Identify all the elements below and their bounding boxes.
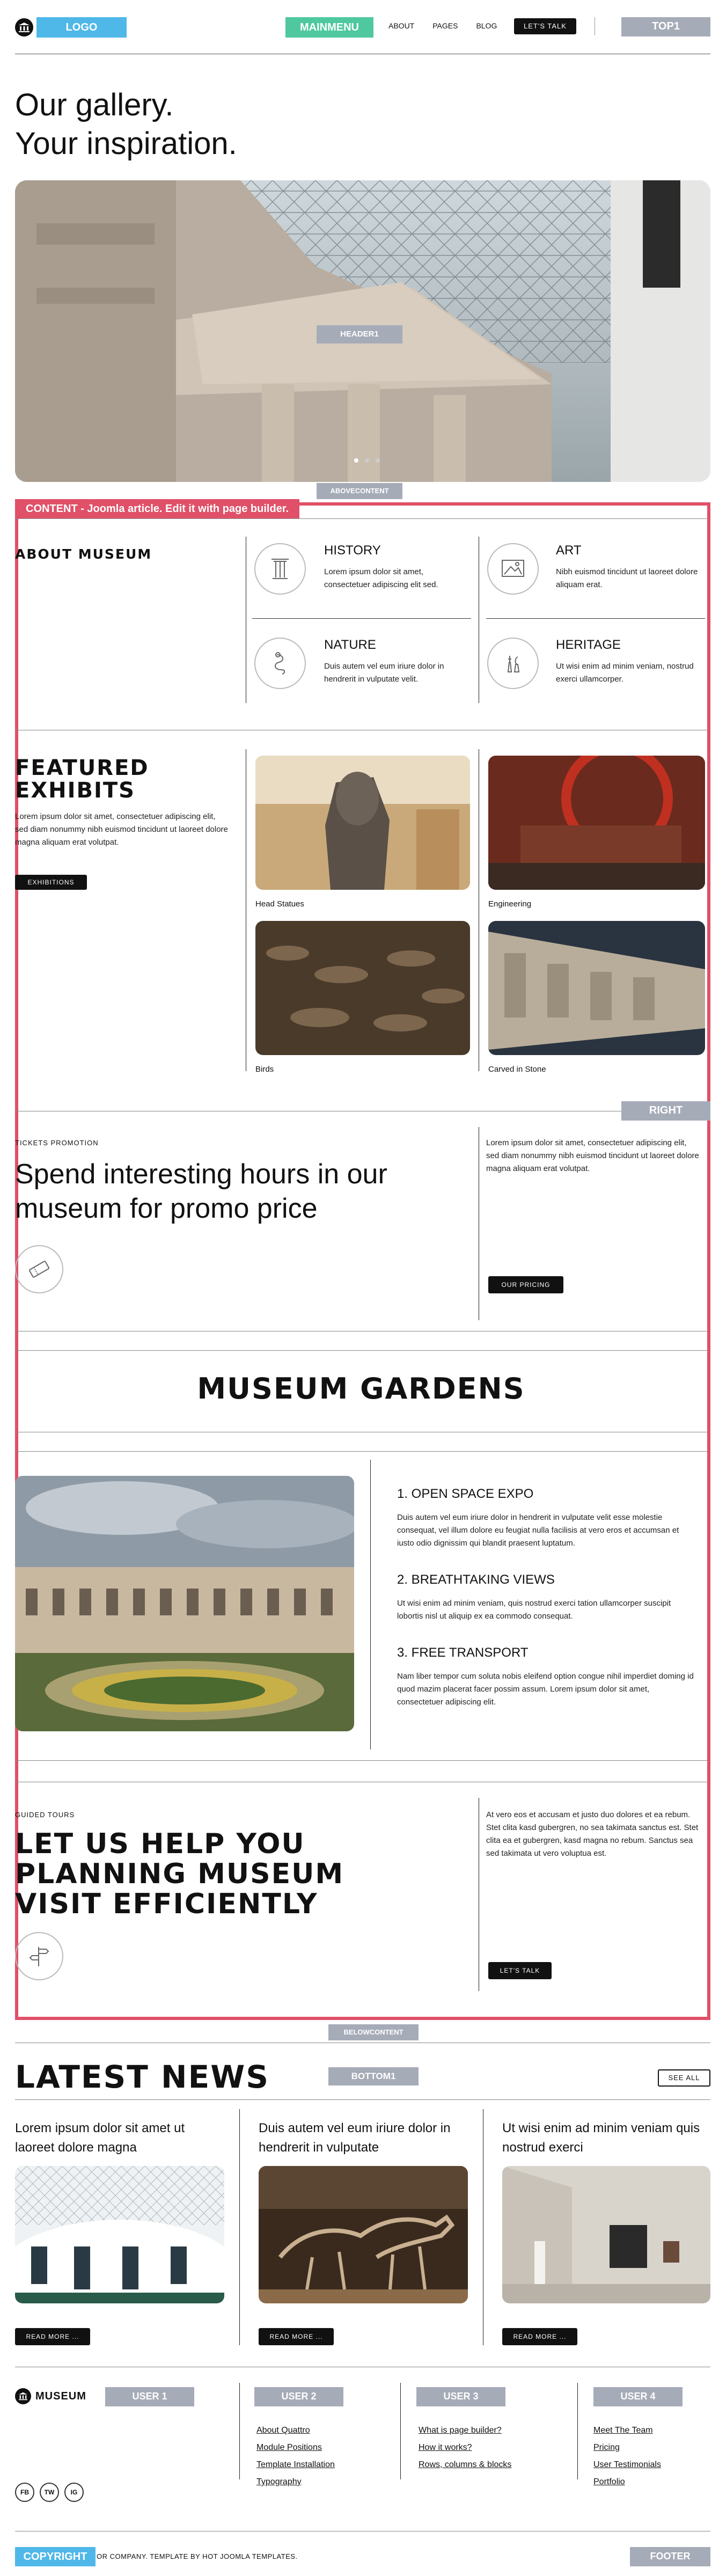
footer-link-portfolio[interactable]: Portfolio xyxy=(593,2477,625,2486)
our-pricing-button[interactable]: OUR PRICING xyxy=(488,1276,563,1293)
gardens-item-2-title: 2. BREATHTAKING VIEWS xyxy=(397,1572,555,1587)
tours-headline-line-1: LET US HELP YOU xyxy=(15,1828,305,1860)
column-icon xyxy=(254,543,306,595)
user4-position-badge[interactable]: USER 4 xyxy=(593,2387,683,2406)
promo-eyebrow: TICKETS PROMOTION xyxy=(15,1139,99,1147)
exhibit-photo-carved-in-stone[interactable] xyxy=(488,921,705,1055)
about-art-title: ART xyxy=(556,543,582,558)
main-nav xyxy=(388,21,497,30)
instagram-icon[interactable]: IG xyxy=(64,2483,84,2502)
hero-title-line-1: Our gallery. xyxy=(15,87,174,122)
news-item-2-title[interactable]: Duis autem vel eum iriure dolor in hendrerit in vulputate xyxy=(259,2121,451,2155)
about-heritage-text: Ut wisi enim ad minim veniam, nostrud exerci ullamcorper. xyxy=(556,662,694,684)
user1-position-badge[interactable]: USER 1 xyxy=(105,2387,194,2406)
footer-divider-2 xyxy=(400,2383,401,2479)
news-item-3-photo[interactable] xyxy=(502,2166,710,2303)
footer-links-col-4 xyxy=(593,2426,661,2494)
footer-link-meet-the-team[interactable]: Meet The Team xyxy=(593,2426,653,2435)
gardens-item-2 xyxy=(397,1572,698,1623)
gardens-photo[interactable] xyxy=(15,1476,354,1731)
user2-position-badge[interactable]: USER 2 xyxy=(254,2387,343,2406)
about-title: ABOUT MUSEUM xyxy=(15,546,152,562)
gardens-title-top-rule xyxy=(15,1350,707,1351)
gardens-item-1 xyxy=(397,1487,698,1550)
exhibit-caption-engineering: Engineering xyxy=(488,899,532,909)
belowcontent-position-badge[interactable]: BELOWCONTENT xyxy=(328,2024,419,2040)
news-item-2-read-more-button[interactable]: READ MORE ... xyxy=(259,2328,334,2345)
gardens-bottom-rule xyxy=(15,1760,707,1761)
footer-link-pricing[interactable]: Pricing xyxy=(593,2443,620,2452)
copyright-text: OR COMPANY. TEMPLATE BY HOT JOOMLA TEMPLATES. xyxy=(97,2552,298,2560)
about-mid-rule-1 xyxy=(252,618,471,619)
user3-position-badge[interactable]: USER 3 xyxy=(416,2387,505,2406)
tours-lets-talk-button[interactable]: LET'S TALK xyxy=(488,1962,552,1979)
footer-logo-icon[interactable] xyxy=(15,2388,31,2404)
nav-about[interactable]: ABOUT xyxy=(388,21,415,30)
exhibit-caption-carved-in-stone: Carved in Stone xyxy=(488,1065,546,1074)
museum-logo-icon[interactable] xyxy=(15,18,33,36)
ticket-icon xyxy=(15,1245,63,1293)
footer-link-user-testimonials[interactable]: User Testimonials xyxy=(593,2460,661,2469)
tours-headline-line-2: PLANNING MUSEUM xyxy=(15,1858,344,1890)
exhibit-photo-engineering[interactable] xyxy=(488,756,705,890)
hero-title xyxy=(15,86,237,163)
featured-text: Lorem ipsum dolor sit amet, consectetuer adipiscing elit, sed diam nonummy nibh euismod tincidunt ut laoreet dolore magna aliquam erat volutpat. xyxy=(15,812,228,847)
featured-title xyxy=(15,757,149,802)
footer-link-module-positions[interactable]: Module Positions xyxy=(256,2443,322,2452)
right-position-badge[interactable]: RIGHT xyxy=(621,1101,710,1121)
tours-eyebrow: GUIDED TOURS xyxy=(15,1811,75,1819)
nav-pages[interactable]: PAGES xyxy=(432,21,458,30)
about-art-text: Nibh euismod tincidunt ut laoreet dolore aliquam erat. xyxy=(556,567,698,589)
news-item-1-title[interactable]: Lorem ipsum dolor sit amet ut laoreet dolore magna xyxy=(15,2121,185,2155)
mainmenu-position-badge[interactable]: MAINMENU xyxy=(285,17,373,38)
about-art xyxy=(556,543,701,591)
gardens-divider xyxy=(370,1460,371,1750)
news-item-3-title[interactable]: Ut wisi enim ad minim veniam quis nostrud exerci xyxy=(502,2121,700,2155)
gardens-item-1-title: 1. OPEN SPACE EXPO xyxy=(397,1487,534,1501)
exhibit-caption-birds: Birds xyxy=(255,1065,274,1074)
news-item-3-read-more-button[interactable]: READ MORE ... xyxy=(502,2328,577,2345)
news-item-2-photo[interactable] xyxy=(259,2166,468,2303)
bottom1-position-badge[interactable]: BOTTOM1 xyxy=(328,2067,419,2085)
featured-title-line-2: EXHIBITS xyxy=(15,778,135,803)
promo-headline-line-1: Spend interesting hours in our xyxy=(15,1159,387,1190)
about-nature xyxy=(324,638,469,686)
about-heritage-title: HERITAGE xyxy=(556,638,621,652)
gardens-item-1-text: Duis autem vel eum iriure dolor in hendrerit in vulputate velit esse molestie consequat, vel illum dolore eu feugiat nulla facilisis at vero eros et accumsan et iusto odio dignissim qui blandit praesent luptatum. xyxy=(397,1513,679,1548)
copyright-position-badge[interactable]: COPYRIGHT xyxy=(15,2547,96,2566)
see-all-button[interactable]: SEE ALL xyxy=(658,2069,710,2087)
abovecontent-position-badge[interactable]: ABOVECONTENT xyxy=(317,483,402,499)
gardens-title: MUSEUM GARDENS xyxy=(197,1372,525,1406)
gardens-item-3 xyxy=(397,1645,698,1709)
footer-links-col-3 xyxy=(419,2426,511,2477)
footer-link-how-it-works[interactable]: How it works? xyxy=(419,2443,472,2452)
nav-blog[interactable]: BLOG xyxy=(476,21,497,30)
twitter-icon[interactable]: TW xyxy=(40,2483,59,2502)
signpost-icon xyxy=(15,1932,63,1980)
gardens-content-top-rule xyxy=(15,1451,707,1452)
about-nature-text: Duis autem vel eum iriure dolor in hendrerit in vulputate velit. xyxy=(324,662,444,684)
footer-link-typography[interactable]: Typography xyxy=(256,2477,302,2486)
logo-position-badge[interactable]: LOGO xyxy=(36,17,127,38)
news-mid-rule xyxy=(15,2099,710,2100)
footer-position-badge[interactable]: FOOTER xyxy=(630,2547,710,2566)
top1-position-badge[interactable]: TOP1 xyxy=(621,17,710,36)
about-heritage xyxy=(556,638,701,686)
footer-brand: MUSEUM xyxy=(35,2390,86,2402)
news-item-1-photo[interactable] xyxy=(15,2166,224,2303)
gardens-item-2-text: Ut wisi enim ad minim veniam, quis nostrud exerci tation ullamcorper suscipit lobortis nisl ut aliquip ex ea commodo consequat. xyxy=(397,1599,671,1621)
gardens-item-3-text: Nam liber tempor cum soluta nobis eleifend option congue nihil imperdiet doming id quod mazim placerat facer possim assum. Lorem ipsum dolor sit amet, consectetuer adipiscing elit. xyxy=(397,1672,694,1707)
footer-link-rows-columns-blocks[interactable]: Rows, columns & blocks xyxy=(419,2460,512,2469)
about-nature-title: NATURE xyxy=(324,638,376,652)
footer-link-what-is-page-builder[interactable]: What is page builder? xyxy=(419,2426,502,2435)
about-top-rule xyxy=(15,518,707,519)
exhibit-photo-birds[interactable] xyxy=(255,921,470,1055)
about-history xyxy=(324,543,469,591)
footer-link-template-installation[interactable]: Template Installation xyxy=(256,2460,335,2469)
gardens-item-3-title: 3. FREE TRANSPORT xyxy=(397,1645,529,1660)
news-title: LATEST NEWS xyxy=(15,2059,269,2095)
news-divider-1 xyxy=(239,2109,240,2345)
exhibit-photo-head-statues[interactable] xyxy=(255,756,470,890)
footer-divider-1 xyxy=(239,2383,240,2479)
exhibitions-button[interactable]: EXHIBITIONS xyxy=(15,875,87,890)
hero-title-line-2: Your inspiration. xyxy=(15,126,237,161)
snake-icon xyxy=(254,638,306,689)
chess-icon xyxy=(487,638,539,689)
about-history-text: Lorem ipsum dolor sit amet, consectetuer adipiscing elit sed. xyxy=(324,567,438,589)
tours-text: At vero eos et accusam et justo duo dolores et ea rebum. Stet clita kasd gubergren, no sea takimata sanctus est. Stet clita ea et gubergren, kasd magna no rebum. Sanctus sea sed takimata ut vero voluptua est. xyxy=(486,1810,699,1858)
footer-link-about-quattro[interactable]: About Quattro xyxy=(256,2426,310,2435)
header-lets-talk-button[interactable]: LET'S TALK xyxy=(514,18,576,34)
tours-headline-line-3: VISIT EFFICIENTLY xyxy=(15,1888,318,1920)
painting-icon xyxy=(487,543,539,595)
facebook-icon[interactable]: FB xyxy=(15,2483,34,2502)
header1-position-badge[interactable]: HEADER1 xyxy=(317,325,402,343)
featured-title-line-1: FEATURED xyxy=(15,756,149,780)
content-area-banner: CONTENT - Joomla article. Edit it with page builder. xyxy=(15,499,299,518)
footer-links-col-2 xyxy=(256,2426,335,2494)
exhibit-caption-head-statues: Head Statues xyxy=(255,899,304,909)
promo-text: Lorem ipsum dolor sit amet, consectetuer adipiscing elit, sed diam nonummy nibh euismod tincidunt ut laoreet dolore magna aliquam erat volutpat. xyxy=(486,1138,699,1173)
news-item-1-read-more-button[interactable]: READ MORE ... xyxy=(15,2328,90,2345)
footer-divider-3 xyxy=(577,2383,578,2479)
promo-headline-line-2: museum for promo price xyxy=(15,1193,318,1224)
promo-headline xyxy=(15,1157,387,1226)
tours-headline xyxy=(15,1829,344,1919)
about-history-title: HISTORY xyxy=(324,543,381,558)
about-mid-rule-2 xyxy=(486,618,705,619)
